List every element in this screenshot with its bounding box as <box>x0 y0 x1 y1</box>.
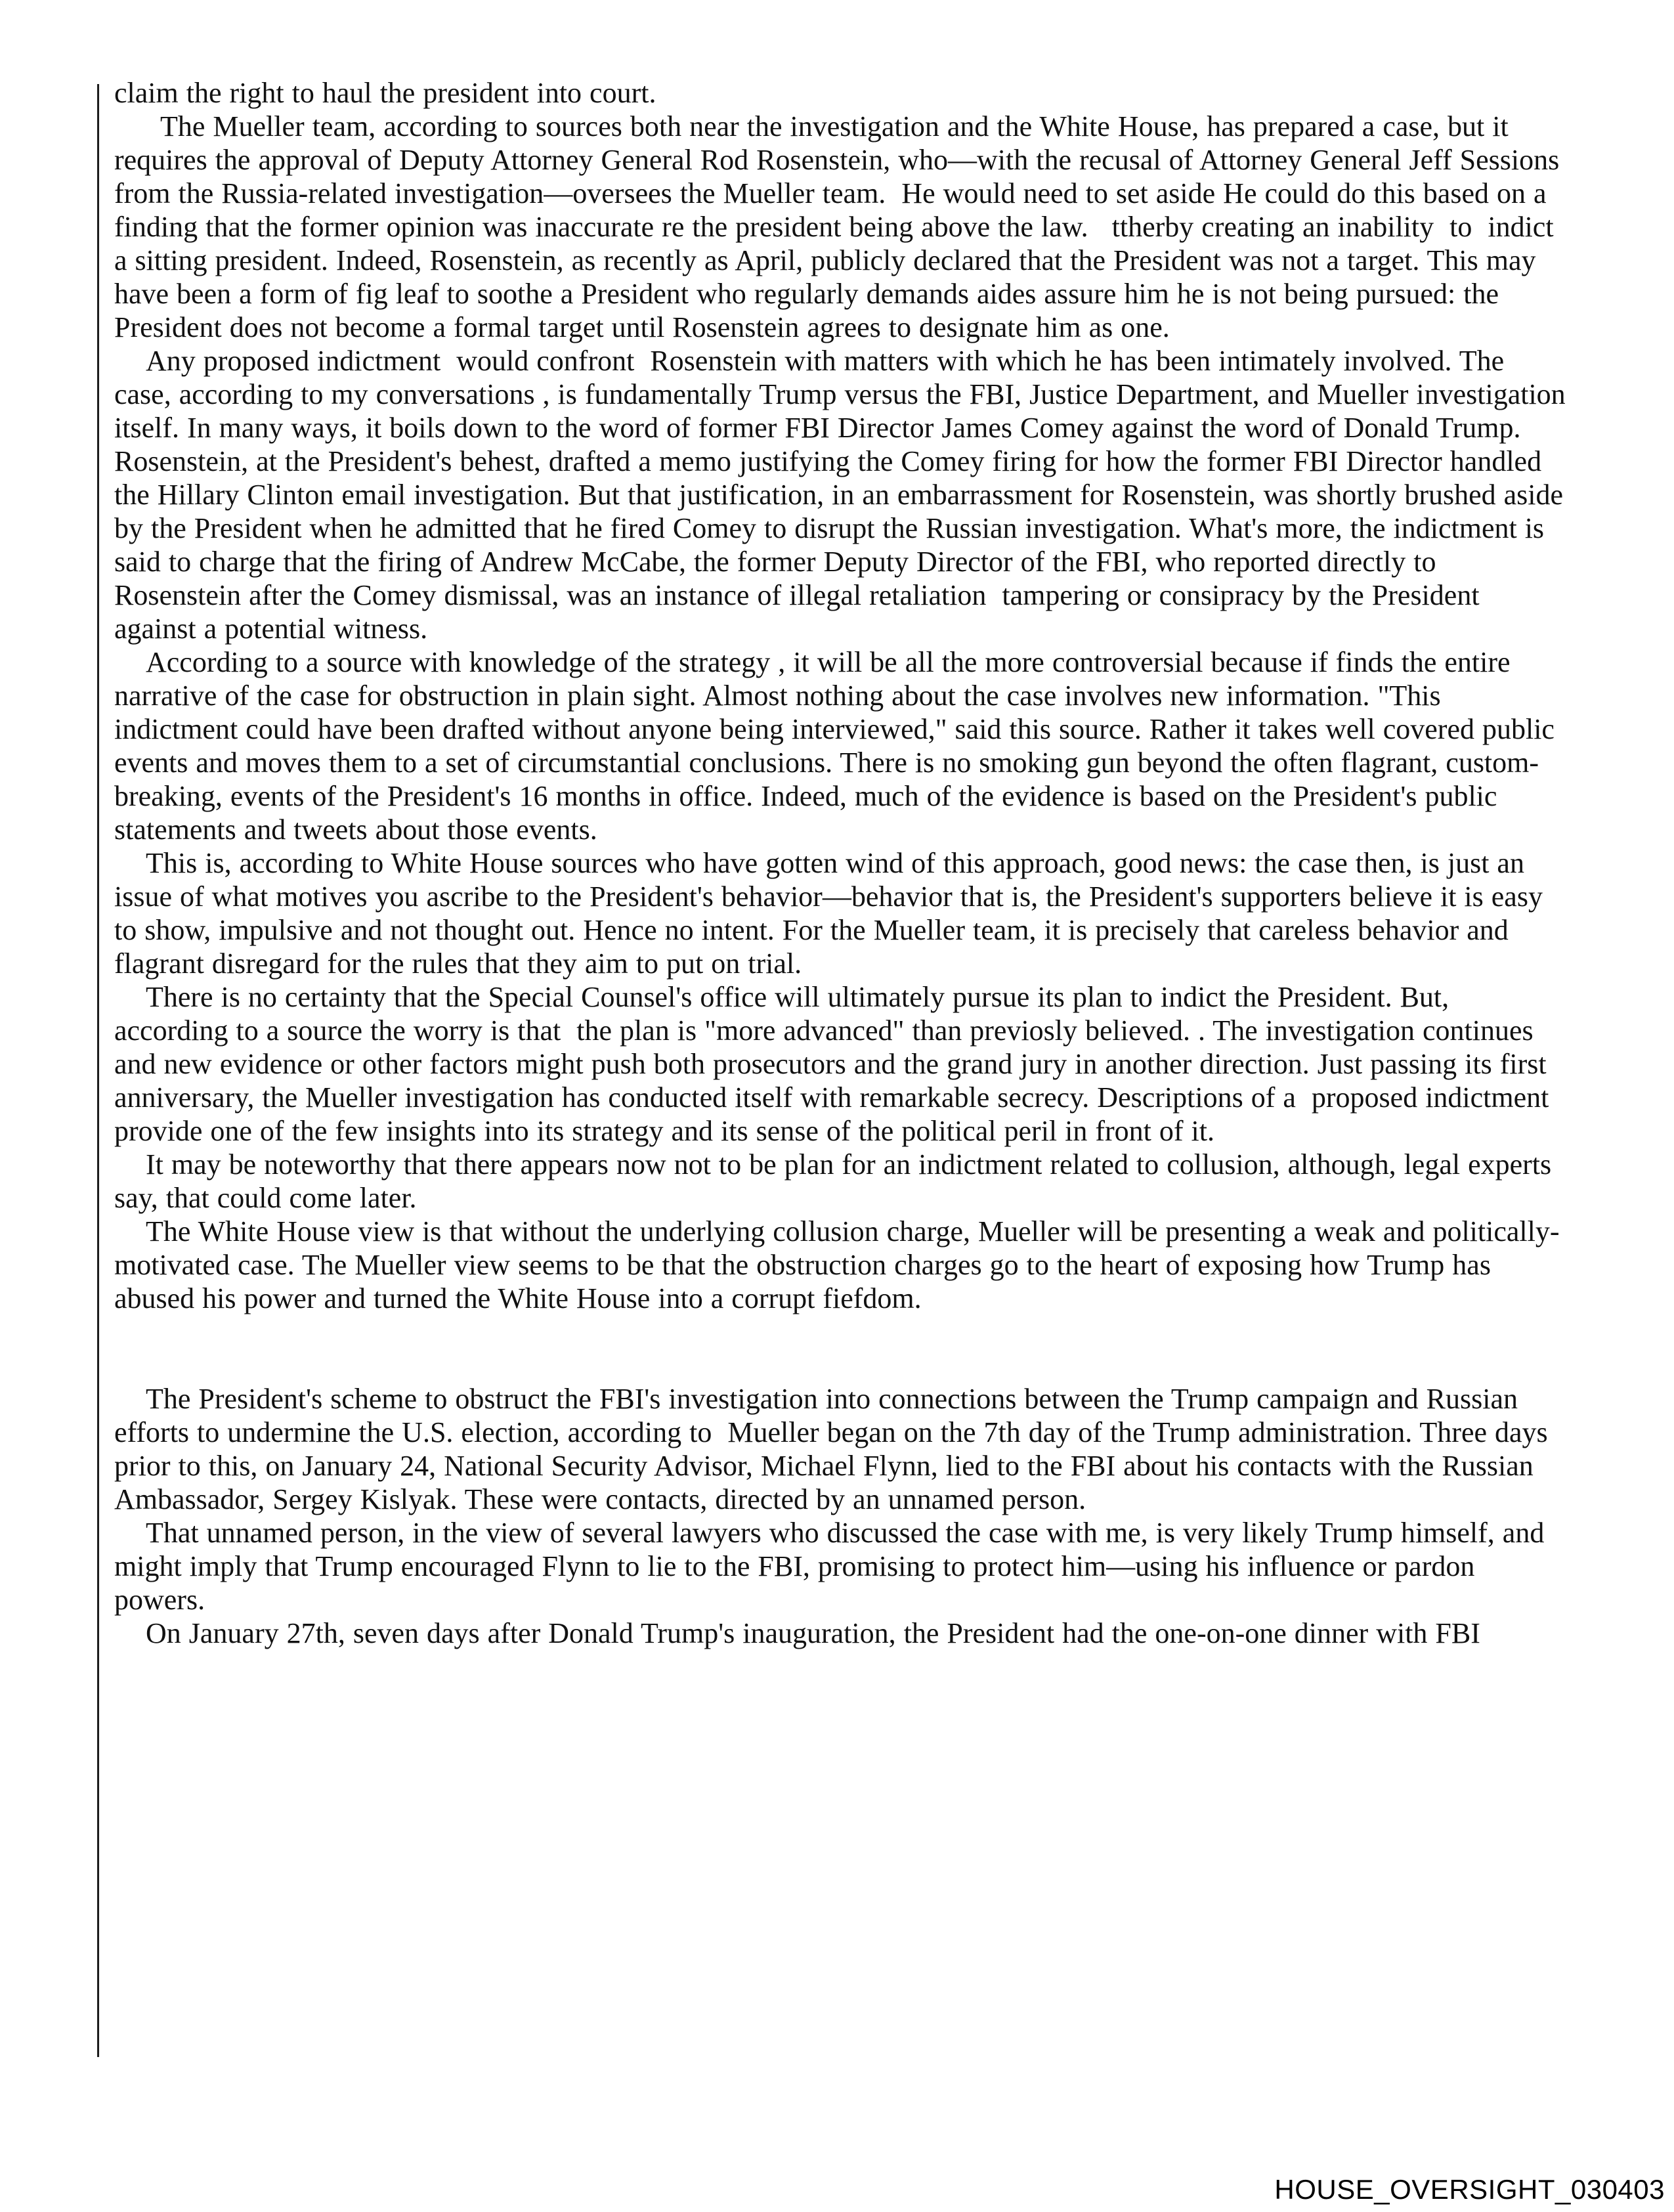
left-margin-rule <box>97 84 99 2057</box>
bates-number: HOUSE_OVERSIGHT_030403 <box>1274 2174 1665 2205</box>
paragraph-continuation: claim the right to haul the president into court. <box>114 77 656 109</box>
paragraph: The President's scheme to obstruct the FBI's investigation into connections between the Trump campaign and Russian efforts to undermine the U.S. election, according to Mueller began on the 7th day of the Trump administration. Three days prior to this, on January 24, National Security Advisor, Michael Flynn, lied to the FBI about his contacts with the Russian Ambassador, Sergey Kislyak. These were contacts, directed by an unnamed person. <box>114 1383 1556 1515</box>
paragraph: Any proposed indictment would confront Rosenstein with matters with which he has been intimately involved. The case, according to my conversations , is fundamentally Trump versus the FBI, Justice Department, and Mueller investigation itself. In many ways, it boils down to the word of former FBI Director James Comey against the word of Donald Trump. Rosenstein, at the President's behest, drafted a memo justifying the Comey firing for how the former FBI Director handled the Hillary Clinton email investigation. But that justification, in an embarrassment for Rosenstein, was shortly brushed aside by the President when he admitted that he fired Comey to disrupt the Russian investigation. What's more, the indictment is said to charge that the firing of Andrew McCabe, the former Deputy Director of the FBI, who reported directly to Rosenstein after the Comey dismissal, was an instance of illegal retaliation tampering or consipracy by the President against a potential witness. <box>114 345 1574 645</box>
paragraph: On January 27th, seven days after Donald Trump's inauguration, the President had the one-on-one dinner with FBI <box>146 1617 1480 1649</box>
document-text <box>114 76 1574 1650</box>
paragraph: That unnamed person, in the view of several lawyers who discussed the case with me, is very likely Trump himself, and might imply that Trump encouraged Flynn to lie to the FBI, promising to protect him—using his influence or pardon powers. <box>114 1517 1553 1616</box>
paragraph: It may be noteworthy that there appears now not to be plan for an indictment related to collusion, although, legal experts say, that could come later. <box>114 1148 1560 1214</box>
paragraph: The White House view is that without the underlying collusion charge, Mueller will be presenting a weak and politically-motivated case. The Mueller view seems to be that the obstruction charges go to the heart of exposing how Trump has abused his power and turned the White House into a corrupt fiefdom. <box>114 1215 1560 1314</box>
paragraph: There is no certainty that the Special Counsel's office will ultimately pursue its plan to indict the President. But, according to a source the worry is that the plan is "more advanced" than previosly believed. . The investigation continues and new evidence or other factors might push both prosecutors and the grand jury in another direction. Just passing its first anniversary, the Mueller investigation has conducted itself with remarkable secrecy. Descriptions of a proposed indictment provide one of the few insights into its strategy and its sense of the political peril in front of it. <box>114 981 1557 1147</box>
paragraph: The Mueller team, according to sources both near the investigation and the White House, has prepared a case, but it requires the approval of Deputy Attorney General Rod Rosenstein, who—with the recusal of Attorney General Jeff Sessions from the Russia-related investigation—oversees the Mueller team. He would need to set aside He could do this based on a finding that the former opinion was inaccurate re the president being above the law. ttherby creating an inability to indict a sitting president. Indeed, Rosenstein, as recently as April, publicly declared that the President was not a target. This may have been a form of fig leaf to soothe a President who regularly demands aides assure him he is not being pursued: the President does not become a formal target until Rosenstein agrees to designate him as one. <box>114 110 1568 343</box>
paragraph: According to a source with knowledge of the strategy , it will be all the more controversial because if finds the entire narrative of the case for obstruction in plain sight. Almost nothing about the case involves new information. "This indictment could have been drafted without anyone being interviewed," said this source. Rather it takes well covered public events and moves them to a set of circumstantial conclusions. There is no smoking gun beyond the often flagrant, custom-breaking, events of the President's 16 months in office. Indeed, much of the evidence is based on the President's public statements and tweets about those events. <box>114 646 1562 846</box>
paragraph: This is, according to White House sources who have gotten wind of this approach, good news: the case then, is just an issue of what motives you ascribe to the President's behavior—behavior that is, the President's supporters believe it is easy to show, impulsive and not thought out. Hence no intent. For the Mueller team, it is precisely that careless behavior and flagrant disregard for the rules that they aim to put on trial. <box>114 847 1551 980</box>
